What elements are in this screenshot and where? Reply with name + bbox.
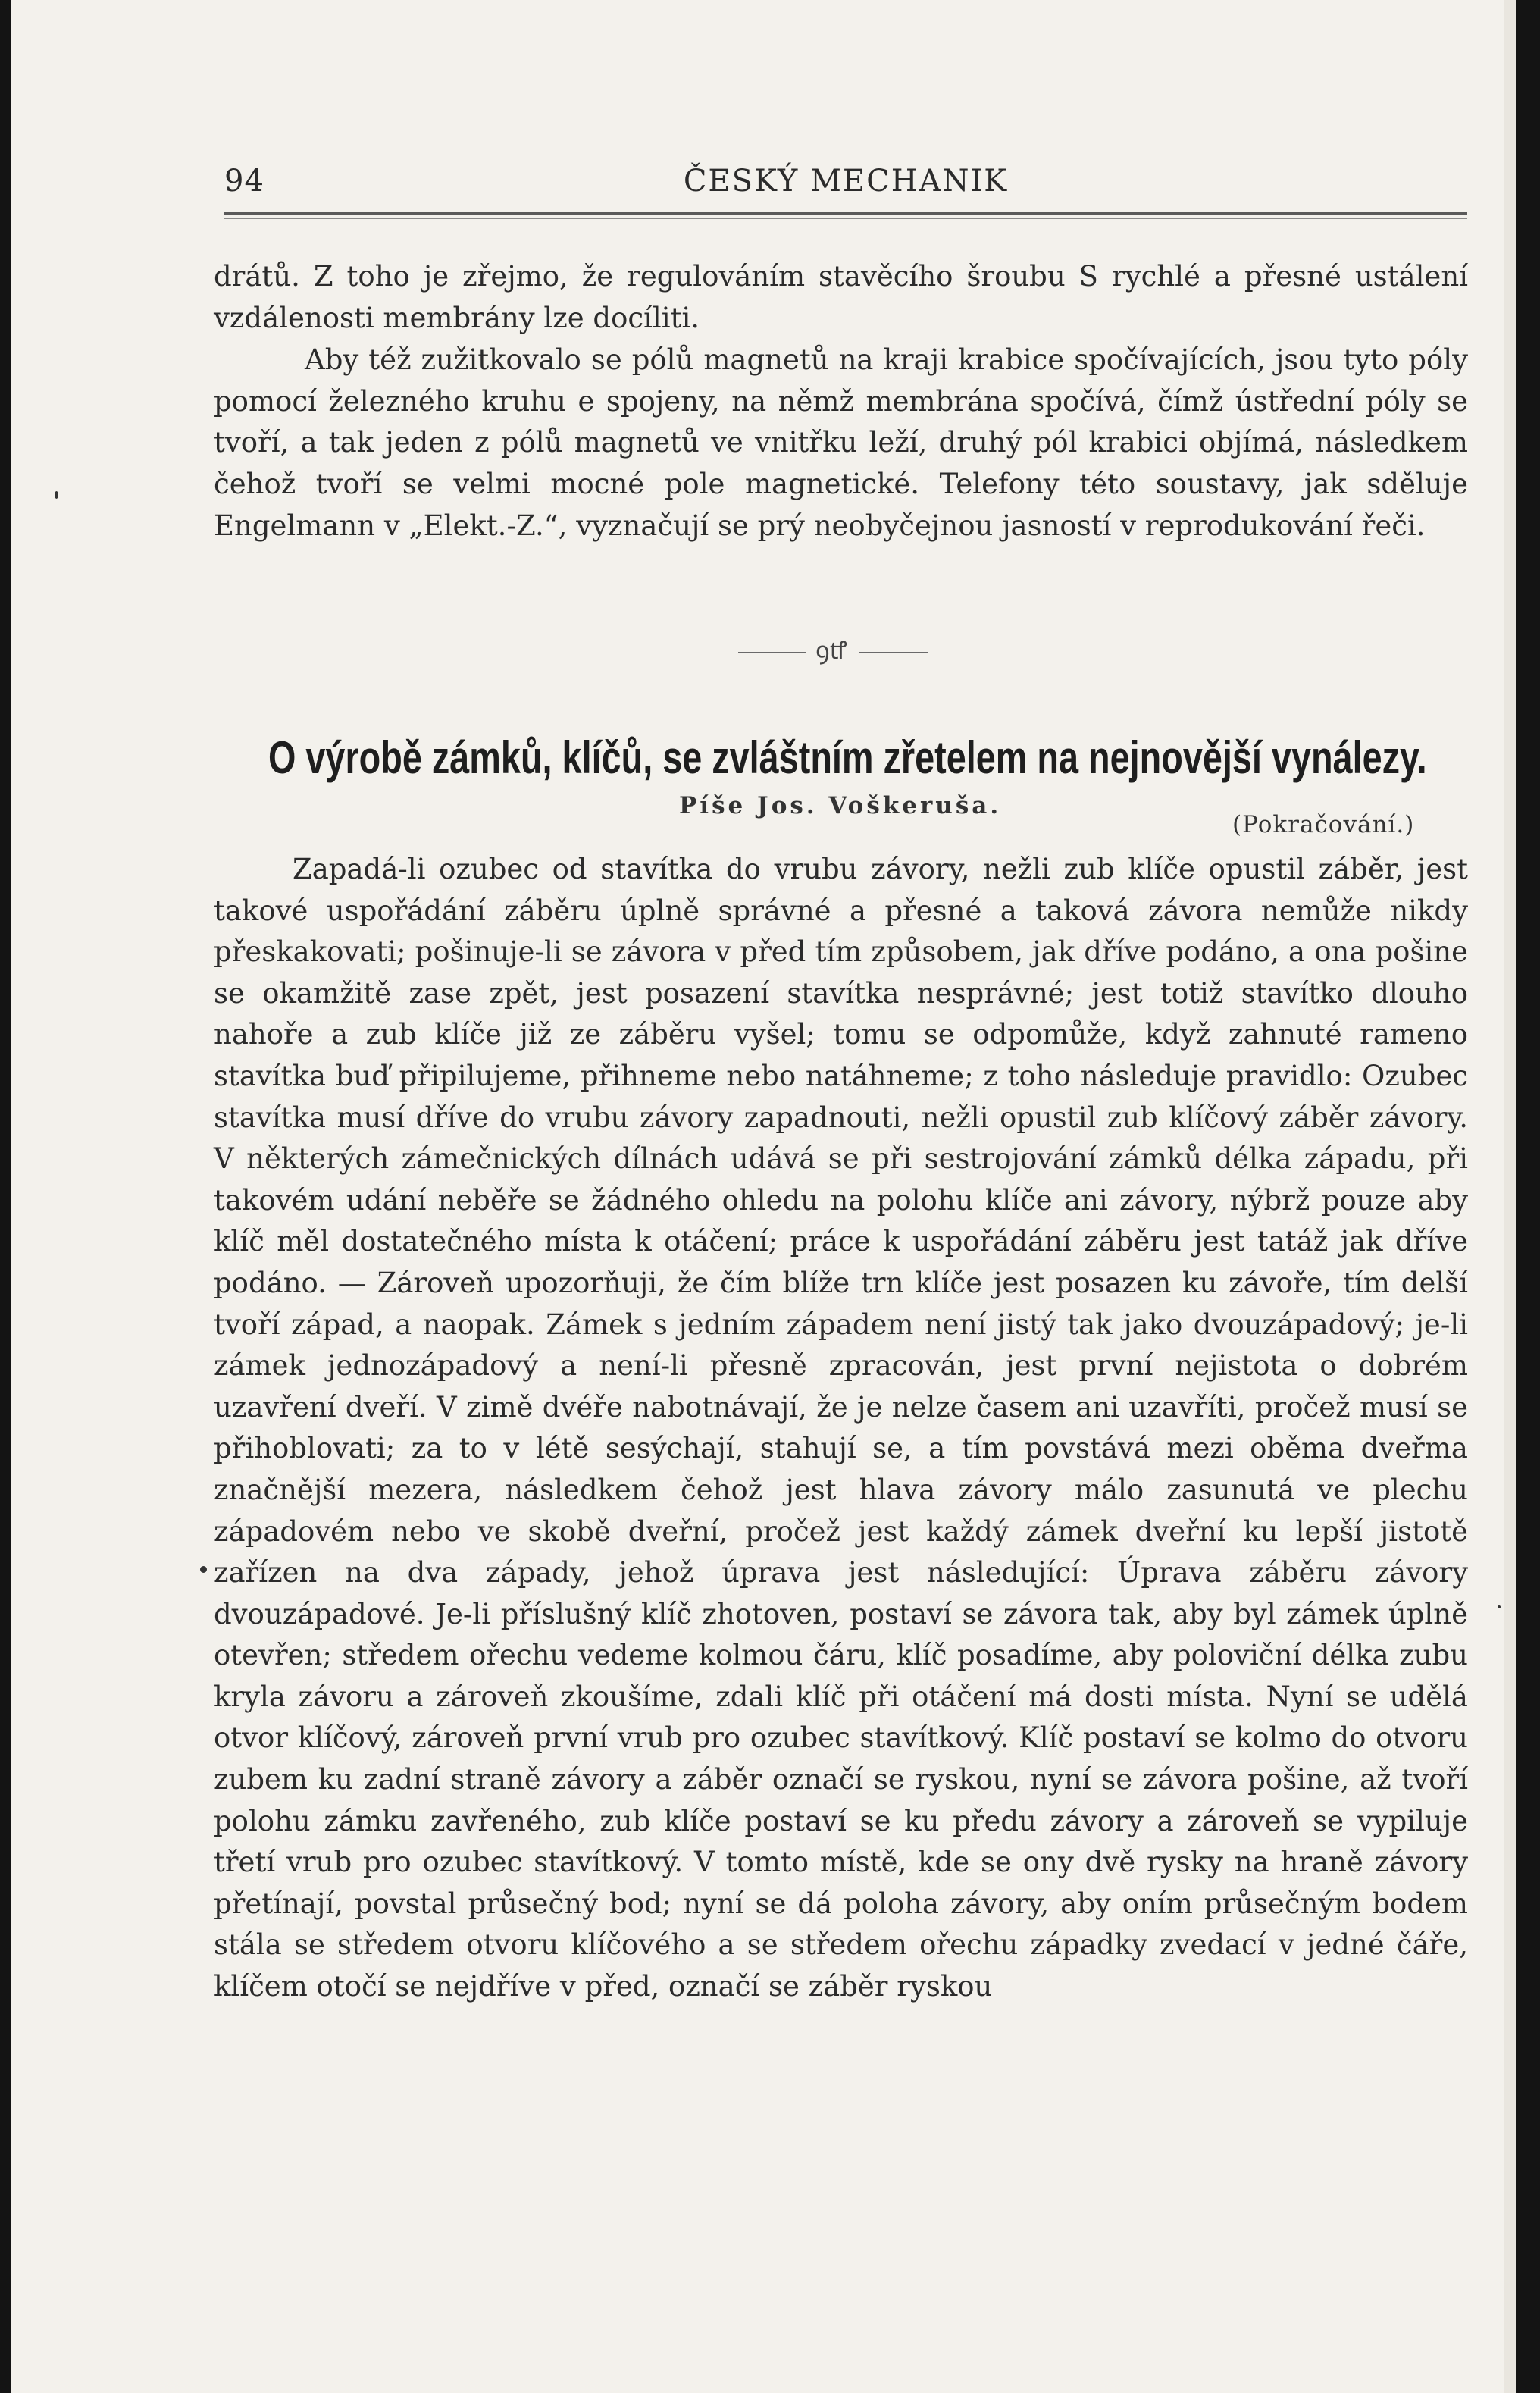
print-speck [200, 1566, 207, 1573]
intro-paragraph-1: drátů. Z toho je zřejmo, že regulováním stavěcího šroubu S rychlé a přesné ustálení vzdálenosti membrány lze docíliti. [214, 260, 1468, 334]
book-page [11, 0, 1516, 2393]
ornament-glyph: ꝯꝷ [815, 636, 847, 665]
continued-note: (Pokračování.) [1232, 811, 1415, 838]
header-rule-thin [224, 218, 1467, 219]
page-number: 94 [224, 164, 264, 199]
section-divider-ornament [723, 634, 950, 664]
intro-paragraph-2: Aby též zužitkovalo se pólů magnetů na kraji krabice spočívajících, jsou tyto póly pomocí železného kruhu e spojeny, na němž membrána spočívá, čímž ústřední póly se tvoří, a tak jeden z pólů magnetů ve vnitřku leží, druhý pól krabici objímá, následkem čehož tvoří se velmi mocné pole magnetické. Telefony této soustavy, jak sděluje Engelmann v „Elekt.-Z.“, vyznačují se prý neobyčejnou jasností v reprodukování řeči. [214, 343, 1468, 542]
page-header [224, 164, 1467, 206]
header-rule [224, 212, 1467, 215]
article-byline: Píše Jos. Voškeruša. [679, 792, 1002, 819]
article-body: Zapadá-li ozubec od stavítka do vrubu závory, nežli zub klíče opustil záběr, jest takové uspořádání záběru úplně správné a přesné a taková závora nemůže nikdy přeskakovati; pošinuje-li se závora v před tím způsobem, jak dříve podáno, a ona pošine se okamžitě zase zpět, jest posazení stavítka nesprávné; jest totiž stavítko dlouho nahoře a zub klíče již ze záběru vyšel; tomu se odpomůže, když zahnuté rameno stavítka buď připilujeme, přihneme nebo natáhneme; z toho následuje pravidlo: Ozubec stavítka musí dříve do vrubu závory zapadnouti, nežli opustil zub klíčový záběr závory. V některých zámečnických dílnách udává se při sestrojování zámků délka západu, při takovém udání neběře se žádného ohledu na polohu klíče ani závory, nýbrž pouze aby klíč měl dostatečného místa k otáčení; práce k uspořádání záběru jest tatáž jak dříve podáno. — Zároveň upozorňuji, že čím blíže trn klíče jest posazen ku závoře, tím delší tvoří západ, a naopak. Zámek s jedním západem není jistý tak jako dvouzápadový; je-li zámek jednozápadový a není-li přesně zpracován, jest první nejistota o dobrém uzavření dveří. V zimě dvéře nabotnávají, že je nelze časem ani uzavříti, pročež musí se přihoblovati; za to v létě sesýchají, stahují se, a tím povstává mezi oběma dveřma značnější mezera, následkem čehož jest hlava závory málo zasunutá ve plechu západovém nebo ve skobě dveřní, pročež jest každý zámek dveřní ku lepší jistotě zařízen na dva západy, jehož úprava jest následující: Úprava záběru závory dvouzápadové. Je-li příslušný klíč zhotoven, postaví se závora tak, aby byl zámek úplně otevřen; středem ořechu vedeme kolmou čáru, klíč posadíme, aby poloviční délka zubu kryla závoru a zároveň zkoušíme, zdali klíč při otáčení má dosti místa. Nyní se udělá otvor klíčový, zároveň první vrub pro ozubec stavítkový. Klíč postaví se kolmo do otvoru zubem ku zadní straně závory a záběr označí se ryskou, nyní se závora pošine, až tvoří polohu zámku zavřeného, zub klíče postaví se ku předu závory a zároveň se vypiluje třetí vrub pro ozubec stavítkový. V tomto místě, kde se ony dvě rysky na hraně závory přetínají, povstal průsečný bod; nyní se dá poloha závory, aby oním průsečným bodem stála se středem otvoru klíčového a se středem ořechu západky zvedací v jedné čáře, klíčem otočí se nejdříve v před, označí se záběr ryskou [214, 853, 1468, 2003]
divider-line-left [738, 652, 806, 653]
running-title: ČESKÝ MECHANIK [683, 164, 1009, 199]
article-title: O výrobě zámků, klíčů, se zvláštním zřetelem na nejnovější vynálezy. [268, 732, 1427, 783]
print-speck [55, 491, 58, 499]
print-speck [1498, 1605, 1501, 1608]
divider-line-right [859, 652, 928, 653]
